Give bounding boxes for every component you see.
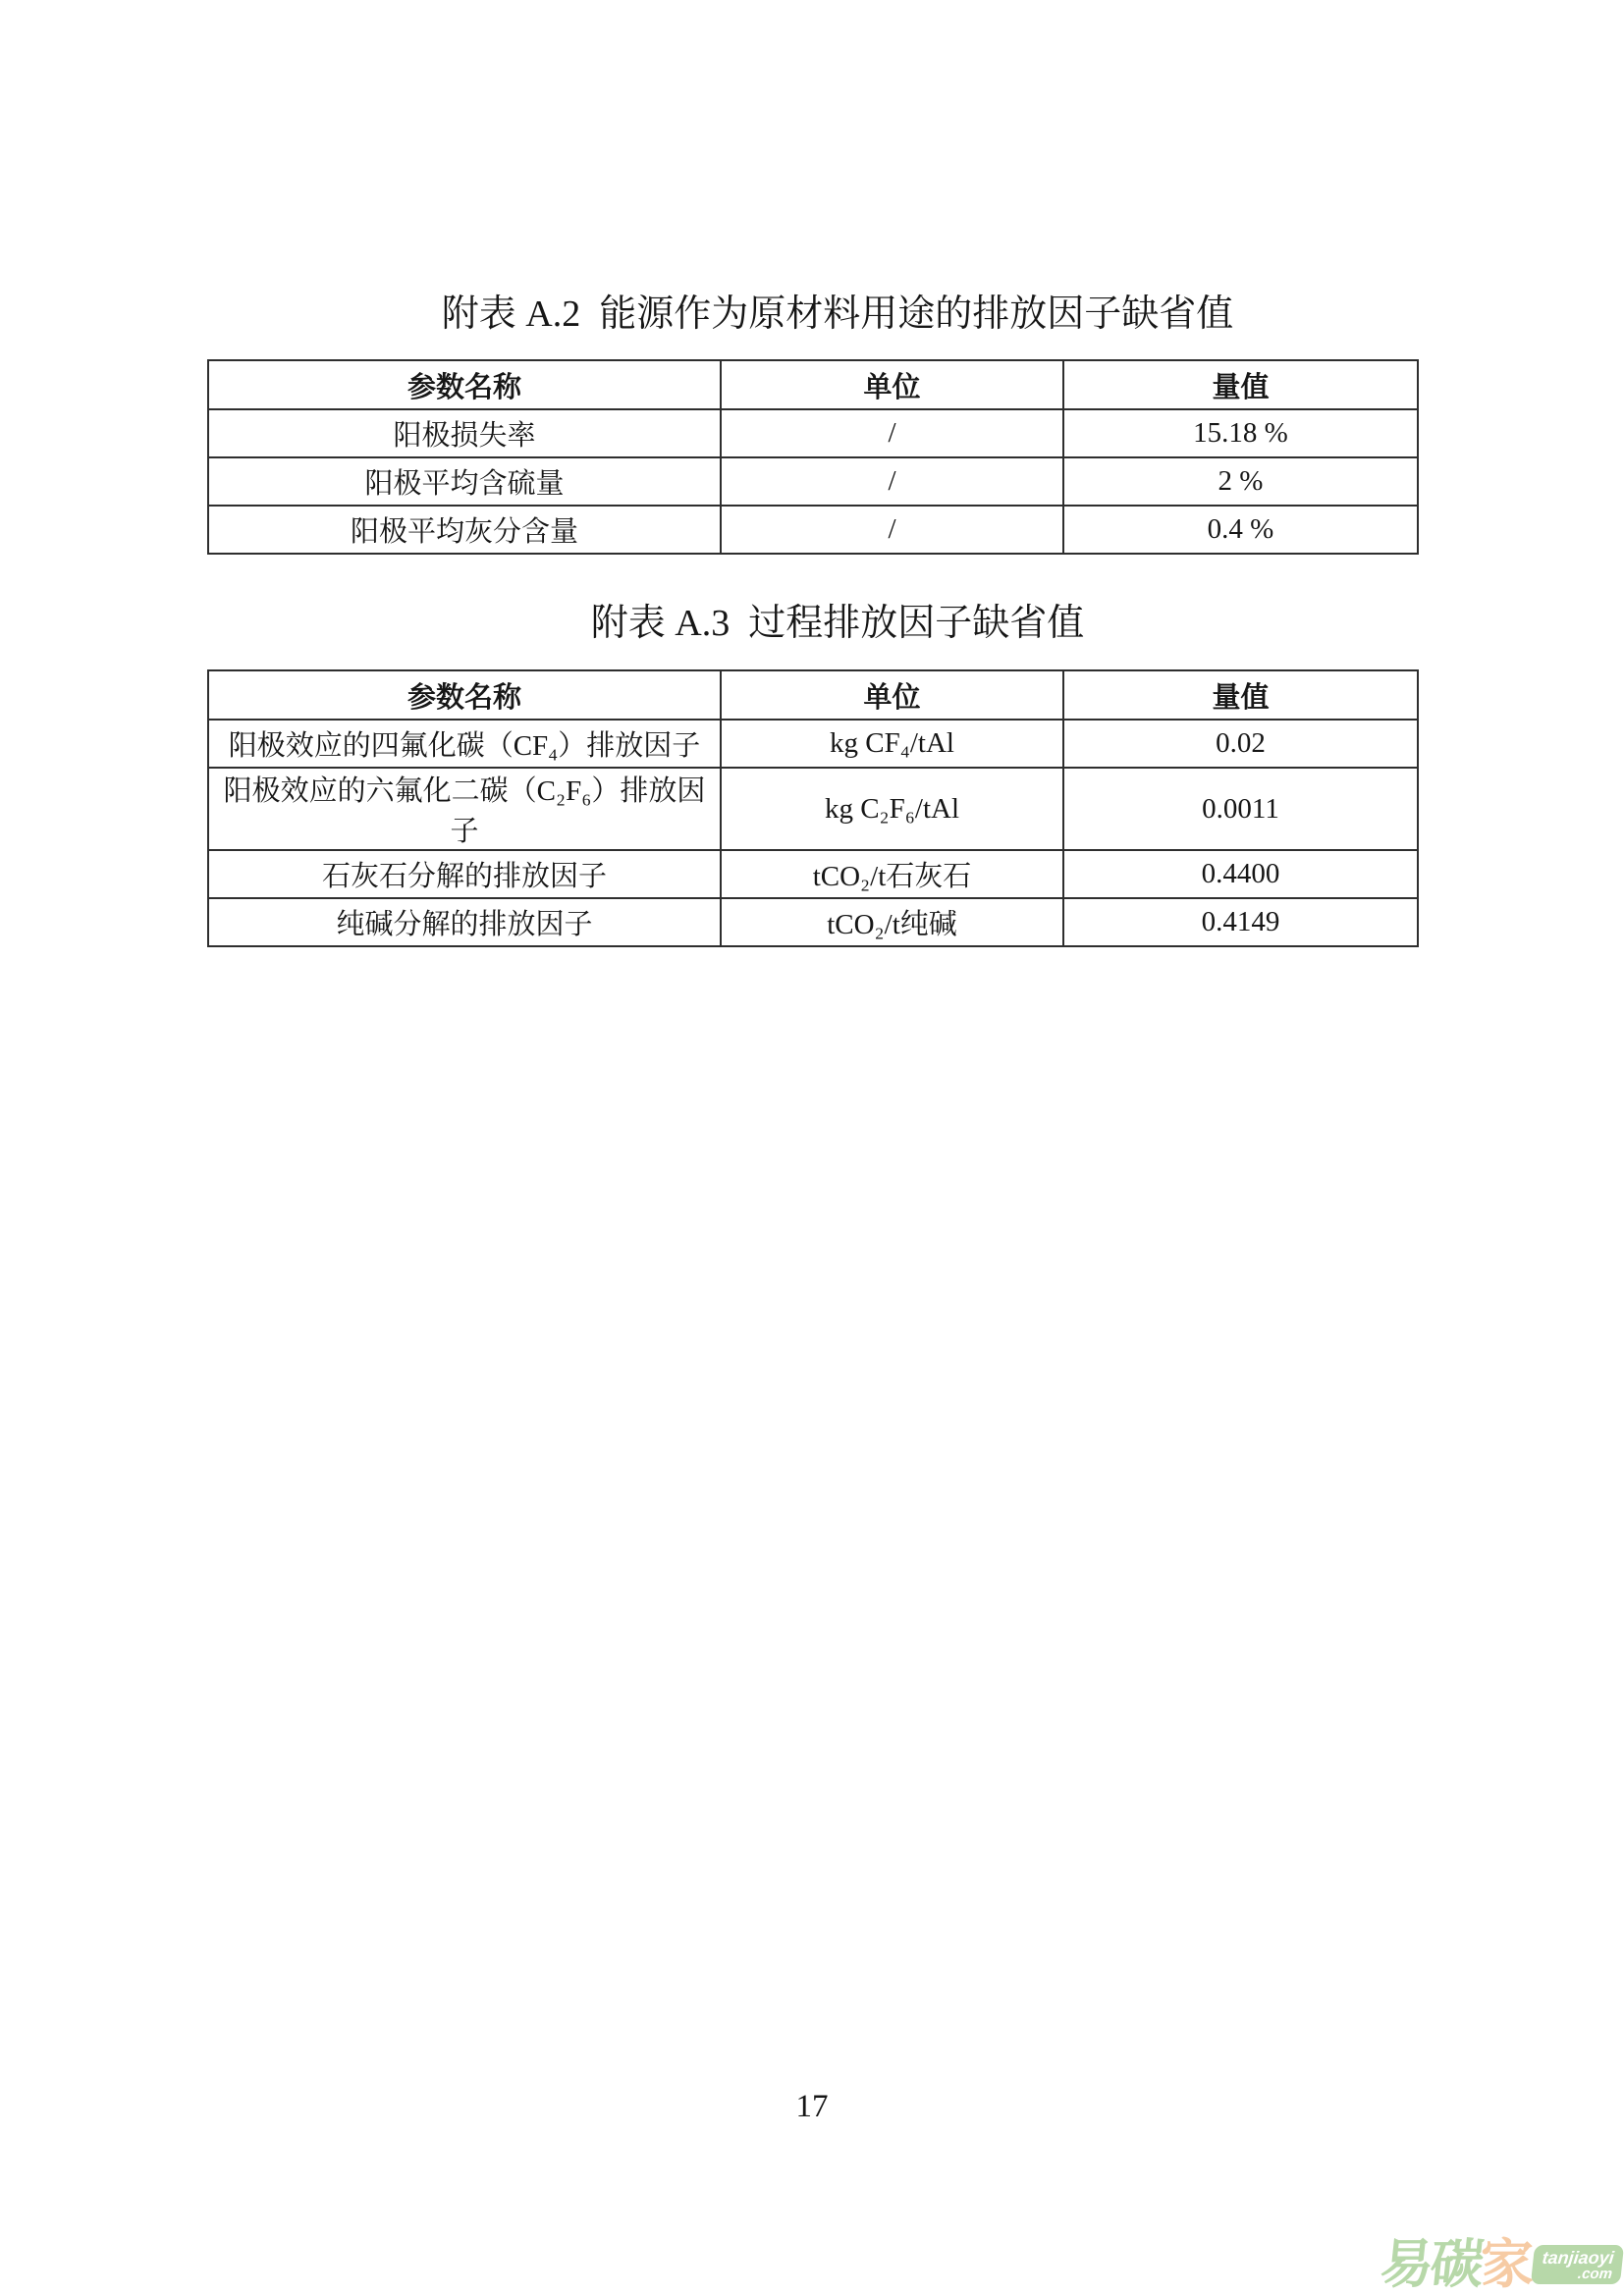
- value-cell: 0.4149: [1063, 898, 1418, 946]
- value-cell: 0.0011: [1063, 768, 1418, 850]
- column-header-param: 参数名称: [208, 360, 721, 409]
- param-name-cell: 阳极平均灰分含量: [208, 506, 721, 554]
- unit-cell: tCO₂/t石灰石: [721, 850, 1063, 898]
- watermark-badge: [1531, 2245, 1624, 2284]
- table-a3-title: 附表 A.3 过程排放因子缺省值: [590, 603, 1085, 644]
- value-cell: 15.18 %: [1063, 409, 1418, 457]
- watermark-green-chars: 易碳: [1377, 2234, 1485, 2294]
- value-cell: 0.02: [1063, 720, 1418, 768]
- column-header-value: 量值: [1063, 360, 1418, 409]
- table-header-row: [208, 360, 1418, 409]
- table-row: [208, 457, 1418, 506]
- watermark-badge-line1: tanjiaoyi: [1541, 2248, 1615, 2268]
- param-name-cell: 阳极平均含硫量: [208, 457, 721, 506]
- value-cell: 0.4400: [1063, 850, 1418, 898]
- param-name-cell: 阳极效应的六氟化二碳（C₂F₆）排放因子: [208, 768, 721, 850]
- tanjiaoyi-watermark: [1377, 2234, 1622, 2294]
- table-row: [208, 768, 1418, 850]
- table-a3: [207, 669, 1419, 947]
- table-header-row: [208, 670, 1418, 720]
- unit-cell: kg CF₄/tAl: [721, 720, 1063, 768]
- column-header-value: 量值: [1063, 670, 1418, 720]
- unit-cell: kg C₂F₆/tAl: [721, 768, 1063, 850]
- column-header-unit: 单位: [721, 360, 1063, 409]
- param-name-cell: 纯碱分解的排放因子: [208, 898, 721, 946]
- page-number: 17: [795, 2089, 829, 2124]
- table-row: [208, 898, 1418, 946]
- unit-cell: /: [721, 457, 1063, 506]
- watermark-badge-line2: .com: [1577, 2266, 1613, 2282]
- value-cell: 2 %: [1063, 457, 1418, 506]
- table-row: [208, 720, 1418, 768]
- param-name-cell: 石灰石分解的排放因子: [208, 850, 721, 898]
- unit-cell: /: [721, 409, 1063, 457]
- watermark-orange-char: 家: [1480, 2234, 1531, 2294]
- table-row: [208, 409, 1418, 457]
- column-header-param: 参数名称: [208, 670, 721, 720]
- table-a2: [207, 359, 1419, 555]
- unit-cell: /: [721, 506, 1063, 554]
- table-row: [208, 850, 1418, 898]
- table-a2-title: 附表 A.2 能源作为原材料用途的排放因子缺省值: [441, 294, 1234, 335]
- value-cell: 0.4 %: [1063, 506, 1418, 554]
- column-header-unit: 单位: [721, 670, 1063, 720]
- param-name-cell: 阳极效应的四氟化碳（CF₄）排放因子: [208, 720, 721, 768]
- table-row: [208, 506, 1418, 554]
- param-name-cell: 阳极损失率: [208, 409, 721, 457]
- unit-cell: tCO₂/t纯碱: [721, 898, 1063, 946]
